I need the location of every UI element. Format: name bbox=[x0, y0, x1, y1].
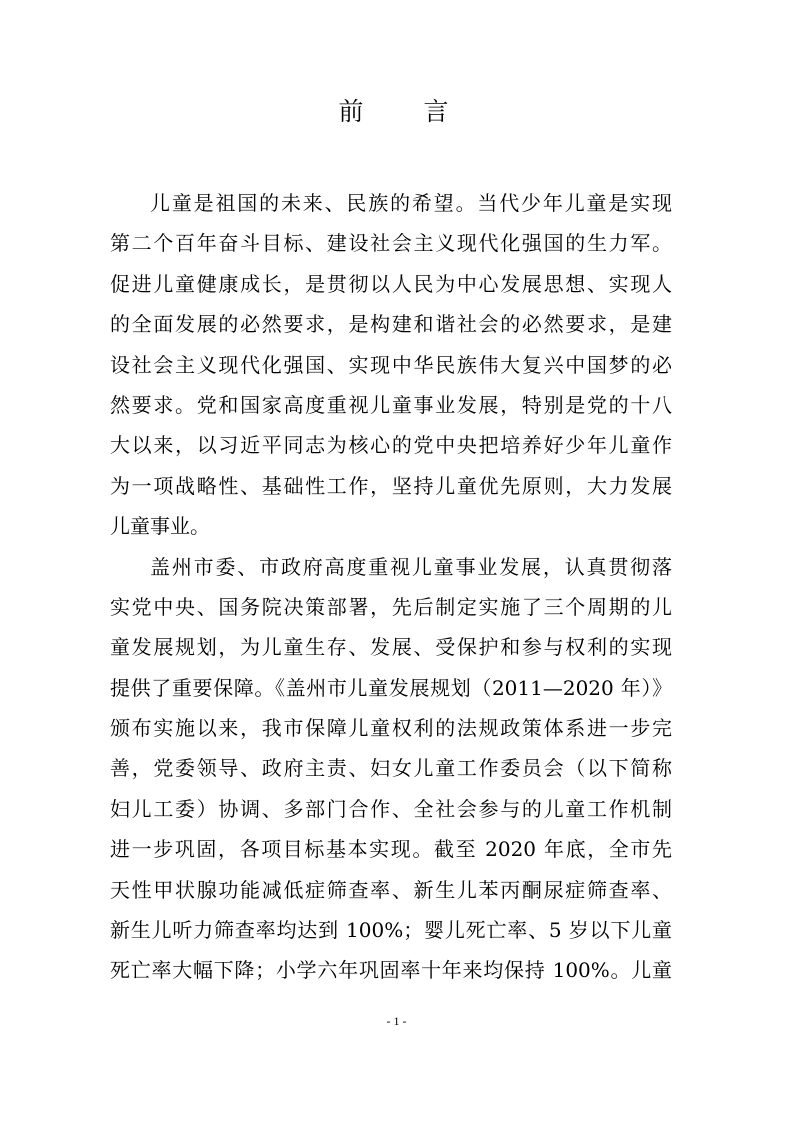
page-title: 前 言 bbox=[338, 97, 475, 126]
text-line: 的全面发展的必然要求，是构建和谐社会的必然要求，是建 bbox=[110, 312, 672, 337]
text-line: 死亡率大幅下降；小学六年巩固率十年来均保持 100%。儿童 bbox=[110, 958, 672, 983]
text-line: 天性甲状腺功能减低症筛查率、新生儿苯丙酮尿症筛查率、 bbox=[110, 877, 672, 902]
text-line: 然要求。党和国家高度重视儿童事业发展，特别是党的十八 bbox=[110, 392, 672, 417]
paragraph-2 bbox=[110, 547, 672, 991]
text-line: 儿童是祖国的未来、民族的希望。当代少年儿童是实现 bbox=[150, 191, 672, 215]
text-line: 大以来，以习近平同志为核心的党中央把培养好少年儿童作 bbox=[110, 433, 672, 458]
text-line: 儿童事业。 bbox=[110, 514, 210, 539]
text-line: 设社会主义现代化强国、实现中华民族伟大复兴中国梦的必 bbox=[110, 352, 672, 377]
text-line: 进一步巩固，各项目标基本实现。截至 2020 年底，全市先 bbox=[110, 837, 672, 862]
text-line: 善，党委领导、政府主责、妇女儿童工作委员会（以下简称 bbox=[110, 756, 672, 781]
page-number: - 1 - bbox=[386, 1014, 407, 1028]
text-line: 颁布实施以来，我市保障儿童权利的法规政策体系进一步完 bbox=[110, 716, 672, 741]
text-line: 新生儿听力筛查率均达到 100%；婴儿死亡率、5 岁以下儿童 bbox=[110, 918, 672, 943]
text-line: 为一项战略性、基础性工作，坚持儿童优先原则，大力发展 bbox=[110, 473, 672, 498]
text-line: 童发展规划，为儿童生存、发展、受保护和参与权利的实现 bbox=[110, 635, 672, 660]
document-body bbox=[110, 183, 672, 991]
paragraph-1 bbox=[110, 183, 672, 547]
text-line: 实党中央、国务院决策部署，先后制定实施了三个周期的儿 bbox=[110, 594, 672, 619]
text-line: 盖州市委、市政府高度重视儿童事业发展，认真贯彻落 bbox=[150, 554, 672, 579]
text-line: 促进儿童健康成长，是贯彻以人民为中心发展思想、实现人 bbox=[110, 271, 672, 296]
text-line: 妇儿工委）协调、多部门合作、全社会参与的儿童工作机制 bbox=[110, 796, 672, 821]
text-line: 第二个百年奋斗目标、建设社会主义现代化强国的生力军。 bbox=[110, 231, 672, 256]
text-line: 提供了重要保障。《盖州市儿童发展规划（2011—2020 年）》 bbox=[110, 675, 672, 700]
